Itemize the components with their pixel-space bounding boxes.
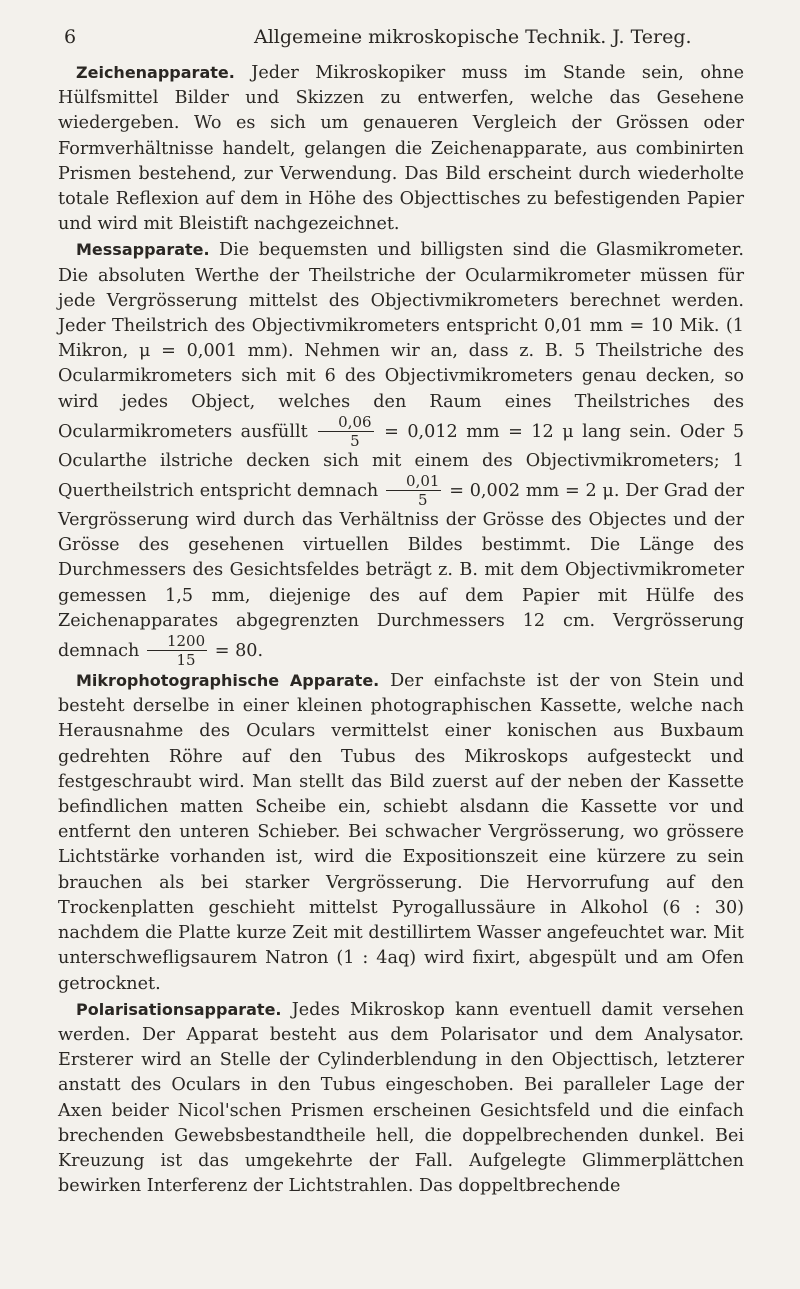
section-heading: Polarisationsapparate. [76,999,282,1019]
section-heading: Messapparate. [76,240,210,260]
fraction-denominator: 15 [176,651,196,670]
paragraph-text: Jeder Mikroskopiker muss im Stande sein, ohne Hülfsmittel Bilder und Skizzen zu entwerfen, welche das Gesehene wiedergeben. Wo es sich um genaueren Vergleich der Grössen oder Formverhältnisse handelt, gelangen die Zeichenapparate, aus combinirten Prismen bestehend, zur Verwendung. Das Bild erscheint durch wiederholte totale Reflexion auf dem in Höhe des Objecttisches zu befestigenden Papier und wird mit Bleistift nachgezeichnet. [58,63,744,235]
paragraph-polarisation [58,997,744,1200]
paragraph-text: = 80. [214,641,264,662]
paragraph-mikrophotographie [58,668,744,997]
paragraph-text: = 0,012 mm = 12 μ lang sein. Oder 5 Ocularthe ilstriche decken sich mit einem des Objectivmikrometers; 1 Quertheilstrich entspricht demnach [58,421,745,502]
fraction-denominator: 5 [417,491,428,510]
paragraph-text: Die bequemsten und billigsten sind die Glasmikrometer. Die absoluten Werthe der Theilstriche der Ocularmikrometer müssen für jede Vergrösserung mittelst des Objectivmikrometers berechnet werden. Jeder Theilstrich des Objectivmikrometers entspricht 0,01 mm = 10 Mik. (1 Mikron, μ = 0,001 mm). Nehmen wir an, dass z. B. 5 Theilstriche des Ocularmikrometers sich mit 6 des Objectivmikrometers genau decken, so wird jedes Object, welches den Raum eines Theilstriches des Ocularmikrometers ausfüllt [58,240,745,442]
fraction-numerator: 0,06 [318,415,373,432]
paragraph-text: Der einfachste ist der von Stein und besteht derselbe in einer kleinen photographischen Kassette, welche nach Herausnahme des Oculars vermittelst einer konischen aus Buxbaum gedrehten Röhre auf den Tubus des Mikroskops aufgesteckt und festgeschraubt wird. Man stellt das Bild zuerst auf der neben der Kassette befindlichen matten Scheibe ein, schiebt alsdann die Kassette vor und entfernt den unteren Schieber. Bei schwacher Vergrösserung, wo grössere Lichtstärke vorhanden ist, wird die Expositionszeit eine kürzere zu sein brauchen als bei starker Vergrösserung. Die Hervorrufung auf den Trockenplatten geschieht mittelst Pyrogallussäure in Alkohol (6 : 30) nachdem die Platte kurze Zeit mit destillirtem Wasser angefeuchtet war. Mit unterschwefligsaurem Natron (1 : 4aq) wird fixirt, abgespült und am Ofen getrocknet. [58,671,744,994]
fraction-numerator: 0,01 [386,474,441,491]
section-heading: Zeichenapparate. [76,63,235,82]
page-header [58,26,744,60]
paragraph-text: Jedes Mikroskop kann eventuell damit versehen werden. Der Apparat besteht aus dem Polarisator und dem Analysator. Ersterer wird an Stelle der Cylinderblendung in den Objecttisch, letzterer anstatt des Oculars in den Tubus eingeschoben. Bei paralleler Lage der Axen beider Nicol'schen Prismen erscheinen Gesichtsfeld und die einfach brechenden Gewebsbestandtheile hell, die doppelbrechenden dunkel. Bei Kreuzung ist das umgekehrte der Fall. Aufgelegte Glimmerplättchen bewirken Interferenz der Lichtstrahlen. Das doppeltbrechende [58,999,744,1197]
fraction [318,412,373,450]
fraction [386,474,441,508]
running-title: Allgemeine mikroskopische Technik. J. Tereg. [254,26,692,48]
paragraph-messapparate [58,237,744,668]
page-number: 6 [64,26,77,48]
fraction [147,634,207,668]
section-heading: Mikrophotographische Apparate. [76,671,380,691]
fraction-numerator: 1200 [147,634,207,651]
fraction-denominator: 5 [350,431,360,450]
paragraph-zeichenapparate [58,60,744,237]
paragraph-text: = 0,002 mm = 2 μ. Der Grad der Vergrösserung wird durch das Verhältniss der Grösse des Objectes und der Grösse des gesehenen virtuellen Bildes bestimmt. Die Länge des Durchmessers des Gesichtsfeldes beträgt z. B. mit dem Objectivmikrometer gemessen 1,5 mm, diejenige des auf dem Papier mit Hülfe des Zeichenapparates abgegrenzten Durchmessers 12 cm. Vergrösserung demnach [58,481,744,662]
